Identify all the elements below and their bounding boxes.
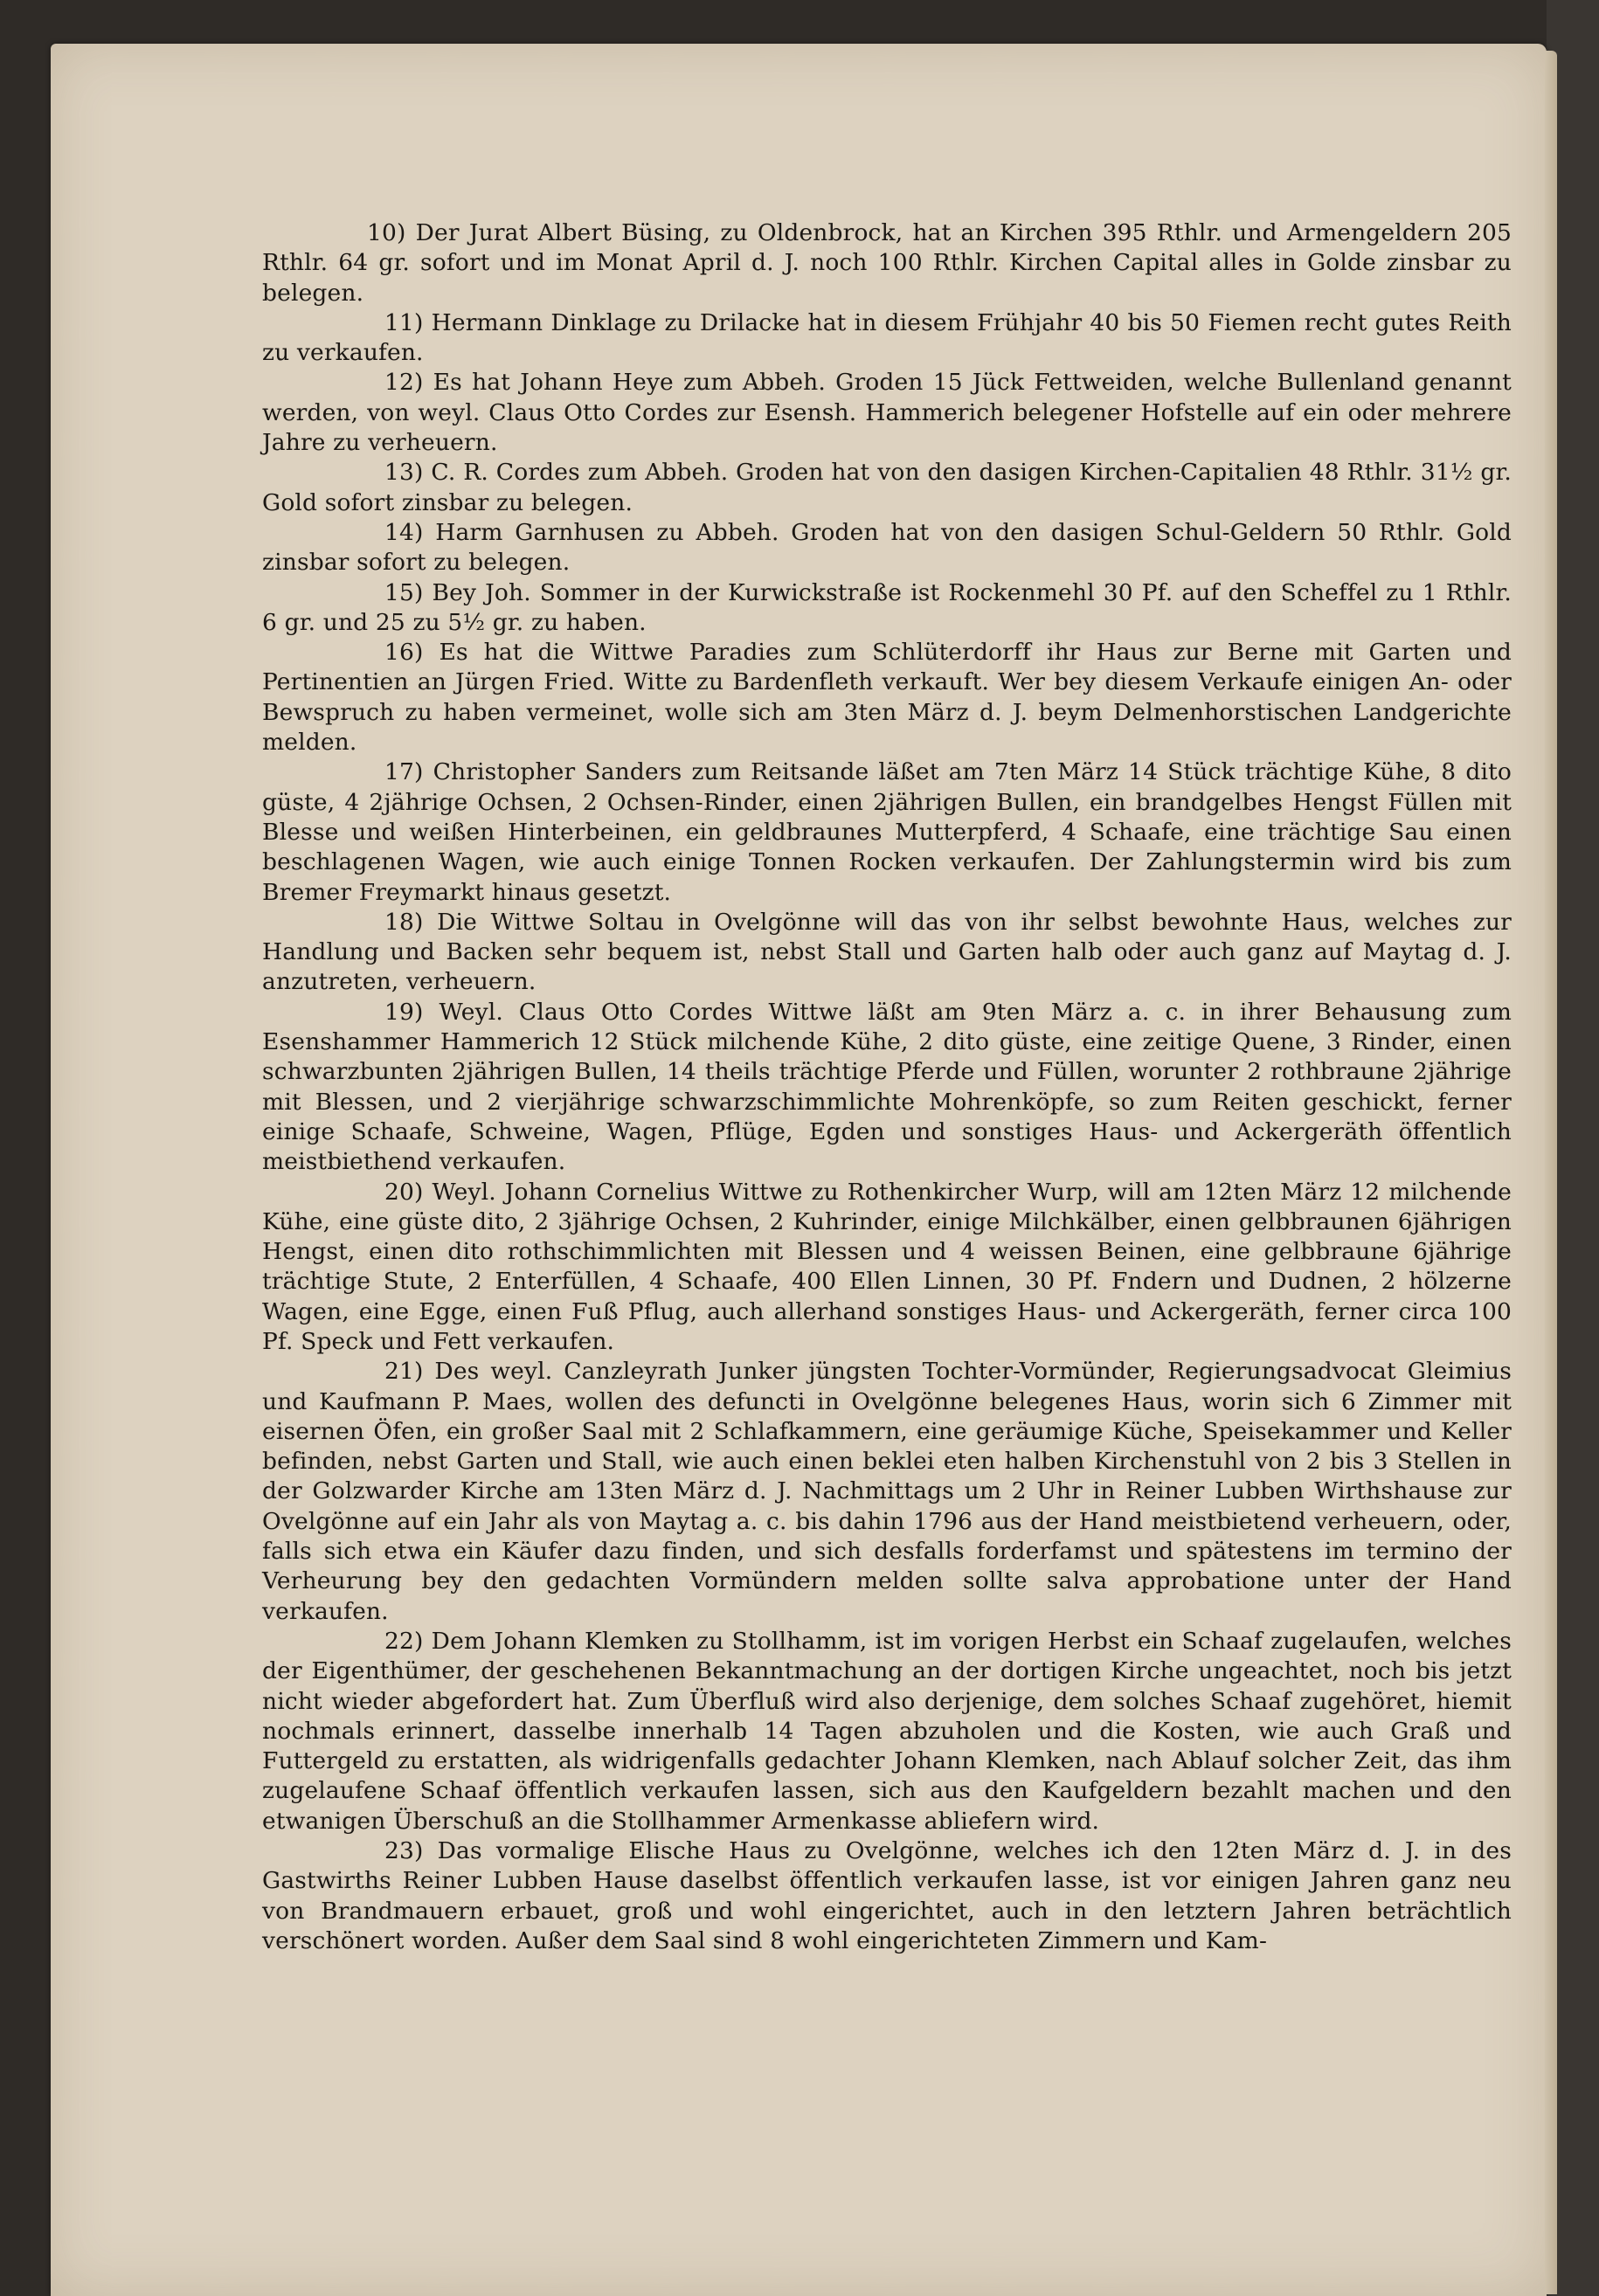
notice-10: 10) Der Jurat Albert Büsing, zu Oldenbrock, hat an Kirchen 395 Rthlr. und Armengeldern 205 Rthlr. 64 gr. sofort und im Monat April d. J. noch 100 Rthlr. Kirchen Capital alles in Golde zinsbar zu belegen.: [262, 219, 1512, 307]
notice-12: 12) Es hat Johann Heye zum Abbeh. Groden 15 Jück Fettweiden, welche Bullenland genannt werden, von weyl. Claus Otto Cordes zur Esensh. Hammerich belegener Hofstelle auf ein oder mehrere Jahre zu verheuern.: [262, 369, 1512, 457]
page-edge: [1545, 51, 1557, 2294]
notice-14: 14) Harm Garnhusen zu Abbeh. Groden hat von den dasigen Schul-Geldern 50 Rthlr. Gold zinsbar sofort zu belegen.: [262, 518, 1512, 577]
notice-19: 19) Weyl. Claus Otto Cordes Wittwe läßt am 9ten März a. c. in ihrer Behausung zum Esenshammer Hammerich 12 Stück milchende Kühe, 2 dito güste, eine zeitige Quene, 3 Rinder, einen schwarzbunten 2jährigen Bullen, 14 theils trächtige Pferde und Füllen, worunter 2 rothbraune 2jährige mit Blessen, und 2 vierjährige schwarzschimmlichte Mohrenköpfe, so zum Reiten geschickt, ferner einige Schaafe, Schweine, Wagen, Pflüge, Egden und sonstiges Haus- und Ackergeräth öffentlich meistbiethend verkaufen.: [262, 998, 1512, 1176]
notice-22: 22) Dem Johann Klemken zu Stollhamm, ist im vorigen Herbst ein Schaaf zugelaufen, welches der Eigenthümer, der geschehenen Bekanntmachung an der dortigen Kirche ungeachtet, noch bis jetzt nicht wieder abgefordert hat. Zum Überfluß wird also derjenige, dem solches Schaaf zugehöret, hiemit nochmals erinnert, dasselbe innerhalb 14 Tagen abzuholen und die Kosten, wie auch Graß und Futtergeld zu erstatten, als widrigenfalls gedachter Johann Klemken, nach Ablauf solcher Zeit, das ihm zugelaufene Schaaf öffentlich verkaufen lassen, sich aus den Kaufgeldern bezahlt machen und den etwanigen Überschuß an die Stollhammer Armenkasse abliefern wird.: [262, 1627, 1512, 1835]
notice-21: 21) Des weyl. Canzleyrath Junker jüngsten Tochter-Vormünder, Regierungsadvocat Gleimius und Kaufmann P. Maes, wollen des defuncti in Ovelgönne belegenes Haus, worin sich 6 Zimmer mit eisernen Öfen, ein großer Saal mit 2 Schlafkammern, eine geräumige Küche, Speisekammer und Keller befinden, nebst Garten und Stall, wie auch einen beklei eten halben Kirchenstuhl von 2 bis 3 Stellen in der Golzwarder Kirche am 13ten März d. J. Nachmittags um 2 Uhr in Reiner Lubben Wirthshause zur Ovelgönne auf ein Jahr als von Maytag a. c. bis dahin 1796 aus der Hand meistbietend verheuern, oder, falls sich etwa ein Käufer dazu finden, und sich desfalls forderfamst und spätestens im termino der Verheurung bey den gedachten Vormündern melden sollte salva approbatione unter der Hand verkaufen.: [262, 1358, 1512, 1625]
notice-18: 18) Die Wittwe Soltau in Ovelgönne will das von ihr selbst bewohnte Haus, welches zur Handlung und Backen sehr bequem ist, nebst Stall und Garten halb oder auch ganz auf Maytag d. J. anzutreten, verheuern.: [262, 908, 1512, 996]
notice-16: 16) Es hat die Wittwe Paradies zum Schlüterdorff ihr Haus zur Berne mit Garten und Pertinentien an Jürgen Fried. Witte zu Bardenfleth verkauft. Wer bey diesem Verkaufe einigen An- oder Bewspruch zu haben vermeinet, wolle sich am 3ten März d. J. beym Delmenhorstischen Landgerichte melden.: [262, 639, 1512, 757]
notice-11: 11) Hermann Dinklage zu Drilacke hat in diesem Frühjahr 40 bis 50 Fiemen recht gutes Reith zu verkaufen.: [262, 308, 1512, 367]
notice-13: 13) C. R. Cordes zum Abbeh. Groden hat von den dasigen Kirchen-Capitalien 48 Rthlr. 31½ gr. Gold sofort zinsbar zu belegen.: [262, 459, 1512, 516]
notice-17: 17) Christopher Sanders zum Reitsande läßet am 7ten März 14 Stück trächtige Kühe, 8 dito güste, 4 2jährige Ochsen, 2 Ochsen-Rinder, einen 2jährigen Bullen, ein brandgelbes Hengst Füllen mit Blesse und weißen Hinterbeinen, ein geldbraunes Mutterpferd, 4 Schaafe, eine trächtige Sau einen beschlagenen Wagen, wie auch einige Tonnen Rocken verkaufen. Der Zahlungstermin wird bis zum Bremer Freymarkt hinaus gesetzt.: [262, 758, 1512, 906]
notice-20: 20) Weyl. Johann Cornelius Wittwe zu Rothenkircher Wurp, will am 12ten März 12 milchende Kühe, eine güste dito, 2 3jährige Ochsen, 2 Kuhrinder, einige Milchkälber, einen gelbbraunen 6jährigen Hengst, einen dito rothschimmlichten mit Blessen und 4 weissen Beinen, eine gelbbraune 6jährige trächtige Stute, 2 Enterfüllen, 4 Schaafe, 400 Ellen Linnen, 30 Pf. Fndern und Dudnen, 2 hölzerne Wagen, eine Egge, einen Fuß Pflug, auch allerhand sonstiges Haus- und Ackergeräth, ferner circa 100 Pf. Speck und Fett verkaufen.: [262, 1178, 1512, 1355]
notice-23: 23) Das vormalige Elische Haus zu Ovelgönne, welches ich den 12ten März d. J. in des Gastwirths Reiner Lubben Hause daselbst öffentlich verkaufen lasse, ist vor einigen Jahren ganz neu von Brandmauern erbauet, groß und wohl eingerichtet, auch in den letztern Jahren beträchtlich verschönert worden. Außer dem Saal sind 8 wohl eingerichteten Zimmern und Kam-: [262, 1837, 1512, 1954]
notice-15: 15) Bey Joh. Sommer in der Kurwickstraße ist Rockenmehl 30 Pf. auf den Scheffel zu 1 Rthlr. 6 gr. und 25 zu 5½ gr. zu haben.: [262, 578, 1512, 636]
page-text: [262, 218, 1512, 1956]
